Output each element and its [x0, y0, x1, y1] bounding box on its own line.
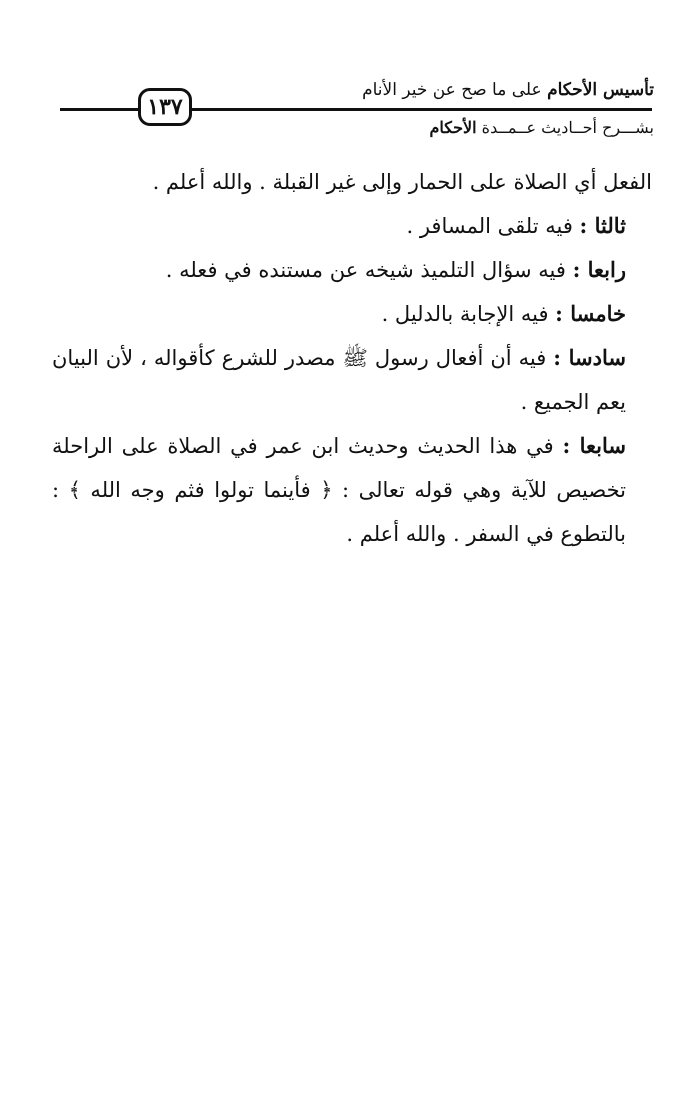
paragraph-2-label: ثالثا : — [579, 213, 626, 238]
book-subtitle-bold: الأحكام — [429, 118, 477, 137]
paragraph-6-label: سابعا : — [562, 433, 627, 458]
paragraph-6 — [52, 424, 652, 556]
paragraph-4 — [52, 292, 652, 336]
paragraph-1: الفعل أي الصلاة على الحمار وإلى غير القبلة . والله أعلم . — [152, 170, 652, 194]
body-text — [52, 160, 652, 556]
book-subtitle-rest: بشـــرح أحــاديث عــمــدة — [476, 118, 654, 137]
paragraph-5 — [52, 336, 652, 424]
paragraph-5-text: فيه أن أفعال رسول ﷺ مصدر للشرع كأقواله ، لأن البيان يعم الجميع . — [52, 346, 626, 414]
paragraph-4-label: خامسا : — [555, 301, 626, 326]
book-subtitle — [430, 118, 654, 137]
paragraph-3 — [52, 248, 652, 292]
paragraph-6-text: في هذا الحديث وحديث ابن عمر في الصلاة على الراحلة تخصيص للآية وهي قوله تعالى : ﴿ فأينما تولوا فثم وجه الله ﴾ : بالتطوع في السفر . والله أعلم . — [52, 434, 626, 546]
paragraph-5-label: سادسا : — [553, 345, 626, 370]
paragraph-2 — [52, 204, 652, 248]
page-number: ١٣٧ — [138, 88, 192, 126]
paragraph-4-text: فيه الإجابة بالدليل . — [381, 302, 556, 326]
header-rule-right — [190, 108, 652, 111]
book-title-bold: تأسيس الأحكام — [547, 80, 654, 100]
header-rule-left — [60, 108, 140, 111]
book-title-rest: على ما صح عن خير الأنام — [362, 80, 548, 100]
paragraph-2-text: فيه تلقى المسافر . — [406, 214, 580, 238]
paragraph-3-text: فيه سؤال التلميذ شيخه عن مستنده في فعله . — [165, 258, 573, 282]
book-title — [362, 80, 654, 100]
paragraph-3-label: رابعا : — [572, 257, 626, 282]
